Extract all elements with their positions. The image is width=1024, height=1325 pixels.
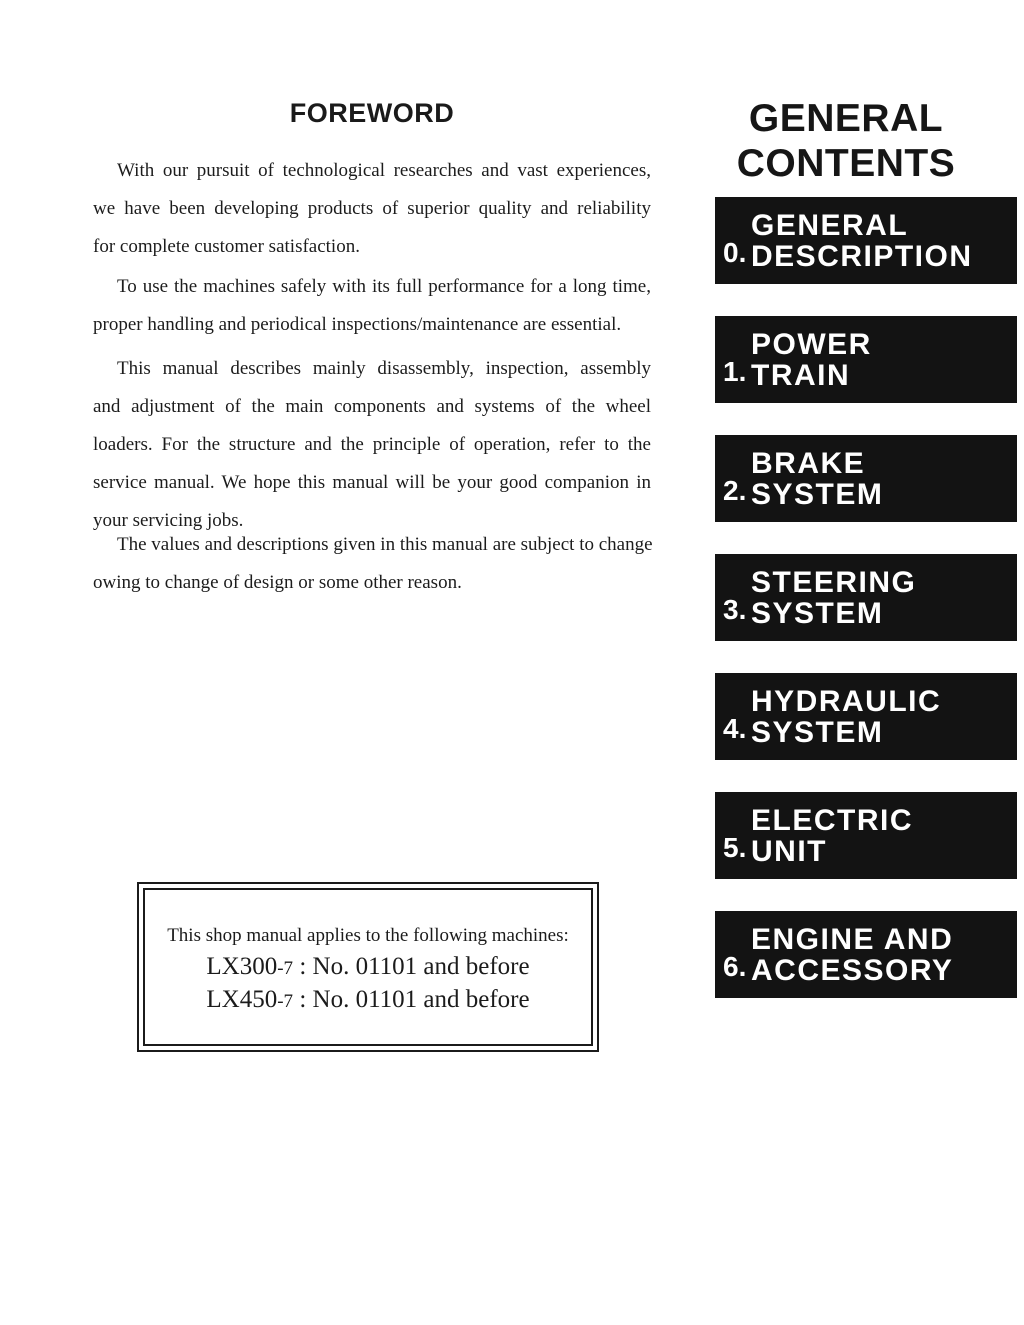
paragraph <box>93 152 651 266</box>
machine-model: LX300 <box>206 953 278 980</box>
toc-title-line: ELECTRIC <box>751 803 913 837</box>
toc-section-5-electric-unit <box>715 792 1017 879</box>
toc-title-line: ENGINE AND <box>751 922 954 956</box>
applicability-box-inner <box>143 888 593 1046</box>
toc-section-title <box>751 329 872 391</box>
toc-section-0-general-description <box>715 197 1017 284</box>
body-line: for complete customer satisfaction. <box>93 236 360 257</box>
toc-section-number: 1. <box>723 356 747 387</box>
body-line: With our pursuit of technological researches and vast experiences, <box>117 160 651 181</box>
paragraph <box>93 526 651 602</box>
toc-section-title <box>751 686 941 748</box>
toc-section-title <box>751 567 916 629</box>
contents-title <box>690 96 1002 186</box>
body-line: loaders. For the structure and the principle of operation, refer to the <box>93 434 651 455</box>
body-line: we have been developing products of superior quality and reliability <box>93 198 651 219</box>
toc-section-3-steering-system <box>715 554 1017 641</box>
toc-title-line: DESCRIPTION <box>751 239 973 273</box>
body-line: your servicing jobs. <box>93 510 244 531</box>
toc-section-title <box>751 805 913 867</box>
toc-title-line: SYSTEM <box>751 715 884 749</box>
machine-line <box>145 951 591 984</box>
toc-section-1-power-train <box>715 316 1017 403</box>
toc-title-line: UNIT <box>751 834 827 868</box>
body-line: service manual. We hope this manual will be your good companion in <box>93 472 651 493</box>
toc-section-number: 2. <box>723 475 747 506</box>
toc-section-number: 6. <box>723 951 747 982</box>
applicability-box <box>137 882 599 1052</box>
body-line: The values and descriptions given in this manual are subject to change <box>117 534 653 555</box>
machine-line <box>145 984 591 1017</box>
body-line: owing to change of design or some other reason. <box>93 572 462 593</box>
machine-model-suffix: -7 <box>277 958 294 979</box>
toc-section-number: 0. <box>723 237 747 268</box>
contents-title-line: GENERAL <box>748 97 944 140</box>
machine-serial: : No. 01101 and before <box>293 953 530 980</box>
toc-title-line: ACCESSORY <box>751 953 954 987</box>
toc-title-line: GENERAL <box>751 208 909 242</box>
toc-title-line: SYSTEM <box>751 477 884 511</box>
toc-title-line: STEERING <box>751 565 917 599</box>
toc-section-title <box>751 924 953 986</box>
toc-section-title <box>751 448 883 510</box>
applicability-heading: This shop manual applies to the following machines: <box>167 925 569 946</box>
body-line: and adjustment of the main components and systems of the wheel <box>93 396 651 417</box>
toc-section-2-brake-system <box>715 435 1017 522</box>
paragraph <box>93 350 651 540</box>
toc-section-number: 5. <box>723 832 747 863</box>
machine-model-suffix: -7 <box>277 991 294 1012</box>
body-line: To use the machines safely with its full performance for a long time, <box>117 276 651 297</box>
toc-title-line: HYDRAULIC <box>751 684 942 718</box>
toc-title-line: TRAIN <box>751 358 851 392</box>
body-line: This manual describes mainly disassembly, inspection, assembly <box>117 358 651 379</box>
contents-title-line: CONTENTS <box>736 142 956 185</box>
toc-section-6-engine-and-accessory <box>715 911 1017 998</box>
toc-title-line: POWER <box>751 327 872 361</box>
toc-section-number: 4. <box>723 713 747 744</box>
toc-section-title <box>751 210 973 272</box>
machine-model: LX450 <box>206 986 278 1013</box>
toc-title-line: SYSTEM <box>751 596 884 630</box>
toc-title-line: BRAKE <box>751 446 866 480</box>
machine-serial: : No. 01101 and before <box>293 986 530 1013</box>
toc-section-number: 3. <box>723 594 747 625</box>
paragraph <box>93 268 651 344</box>
toc-section-4-hydraulic-system <box>715 673 1017 760</box>
page-title: FOREWORD <box>289 98 455 128</box>
body-line: proper handling and periodical inspections/maintenance are essential. <box>93 314 622 335</box>
